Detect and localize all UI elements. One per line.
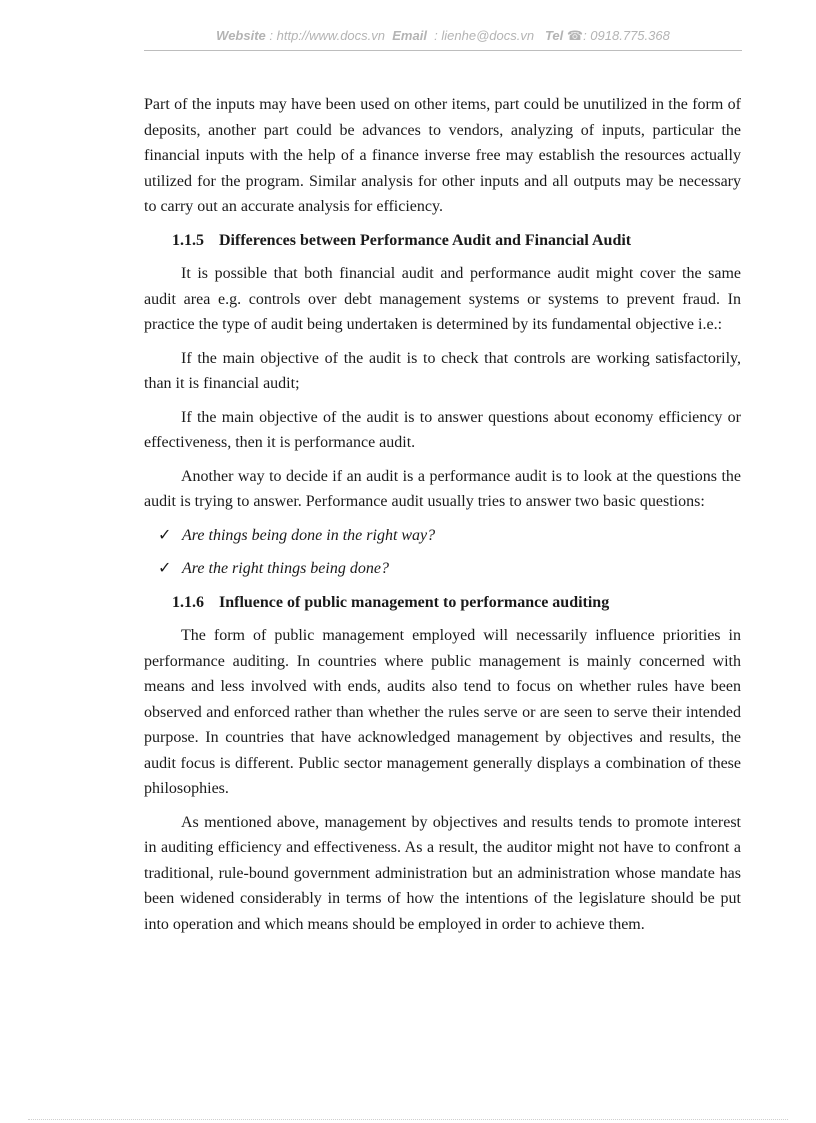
checklist-item — [158, 523, 741, 549]
header-divider — [144, 50, 742, 51]
phone-icon: ☎ — [566, 28, 584, 43]
paragraph: As mentioned above, management by objectives and results tends to promote interest in auditing efficiency and effectiveness. As a result, the auditor might not have to confront a traditional, rule-bound government administration but an administration whose mandate has been widened considerably in terms of how the intentions of the legislature should be put into operation and which means should be employed in order to achieve them. — [144, 813, 741, 933]
document-body — [144, 92, 741, 945]
page-header: Website : http://www.docs.vn Email : lienhe@docs.vn Tel ☎: 0918.775.368 — [216, 28, 670, 43]
website-url[interactable]: http://www.docs.vn — [276, 28, 386, 43]
email-value[interactable]: lienhe@docs.vn — [441, 28, 535, 43]
section-title: Influence of public management to performance auditing — [219, 593, 610, 611]
footer-divider — [28, 1119, 788, 1120]
section-number: 1.1.6 — [172, 593, 204, 611]
section-heading-1-1-6 — [172, 590, 741, 616]
check-icon: ✓ — [158, 526, 172, 544]
email-label: Email — [392, 28, 427, 43]
paragraph: The form of public management employed will necessarily influence priorities in performance auditing. In countries where public management is mainly concerned with means and less involved with ends, audits also tend to focus on whether rules have been observed and enforced rather than whether the rules serve or are seen to serve their intended purpose. In countries that have acknowledged management by objectives and results, the audit focus is different. Public sector management generally displays a combination of these philosophies. — [144, 627, 741, 797]
tel-label: Tel — [544, 28, 564, 43]
paragraph: If the main objective of the audit is to check that controls are working satisfactorily, than it is financial audit; — [144, 349, 741, 392]
paragraph: If the main objective of the audit is to answer questions about economy efficiency or effectiveness, then it is performance audit. — [144, 408, 741, 451]
paragraph: Another way to decide if an audit is a performance audit is to look at the questions the audit is trying to answer. Performance audit usually tries to answer two basic questions: — [144, 467, 741, 510]
paragraph: It is possible that both financial audit and performance audit might cover the same audit area e.g. controls over debt management systems or systems to prevent fraud. In practice the type of audit being undertaken is determined by its fundamental objective i.e.: — [144, 265, 741, 333]
check-icon: ✓ — [158, 560, 172, 577]
section-heading-1-1-5 — [172, 228, 741, 254]
intro-paragraph: Part of the inputs may have been used on other items, part could be unutilized in the form of deposits, another part could be advances to vendors, analyzing of inputs, particular the financial inputs with the help of a finance inverse free may establish the resources actually utilized for the program. Similar analysis for other inputs and all outputs may be necessary to carry out an accurate analysis for efficiency. — [144, 96, 741, 215]
section-title: Differences between Performance Audit and Financial Audit — [219, 231, 632, 249]
section-number: 1.1.5 — [172, 231, 204, 249]
tel-value: : 0918.775.368 — [583, 28, 670, 43]
checklist-text: Are things being done in the right way? — [182, 526, 436, 544]
checklist-item — [158, 556, 741, 582]
website-label: Website — [216, 28, 266, 43]
checklist-text: Are the right things being done? — [182, 560, 389, 577]
